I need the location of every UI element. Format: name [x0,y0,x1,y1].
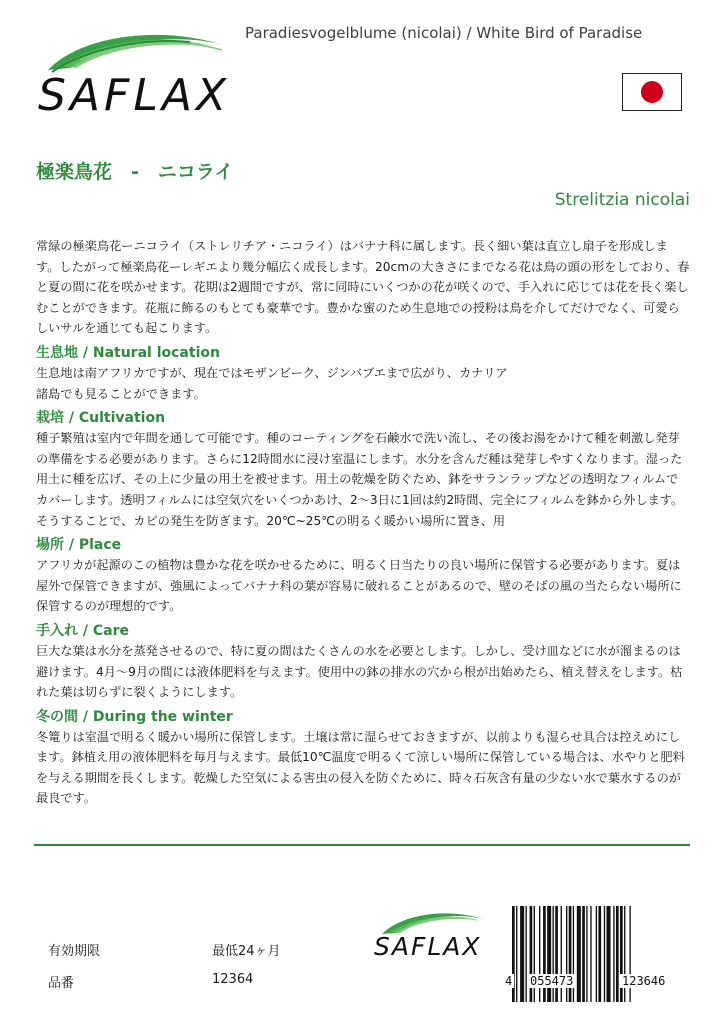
japan-flag-icon [622,73,682,111]
barcode-digits-right: 123646 [622,974,666,988]
section-text-natural-location: 生息地は南アフリカですが、現在ではモザンビーク、ジンバブエまで広がり、カナリア 諸島でも見ることができます。 [36,365,508,401]
expiry-value: 最低24ヶ月 [212,944,281,959]
barcode-digits-left: 055473 [530,974,574,988]
saflax-logo [34,26,244,126]
japanese-title: 極楽鳥花 - ニコライ [36,161,234,183]
section-title-winter: 冬の間 / During the winter [36,708,233,725]
flag-disc [641,81,663,103]
footer-divider [34,844,690,846]
expiry-label: 有効期限 [48,944,101,959]
section-text-care: 巨大な葉は水分を蒸発させるので、特に夏の間はたくさんの水を必要とします。しかし、受け皿などに水が溜まるのは避けます。4月～9月の間には液体肥料を与えます。使用中の鉢の排水の穴から根が出始めたら、植え替えをします。枯れた葉は切らずに裂くようにします。 [36,643,683,700]
description-body [36,236,690,809]
section-text-cultivation: 種子繁殖は室内で年間を通して可能です。種のコーティングを石鹸水で洗い流し、その後お湯をかけて種を刺激し発芽の準備をする必要があります。さらに12時間水に浸け室温にします。水分を含んだ種は発芽しやすくなります。湿った用土に種を広げ、その上に少量の用土を被せます。用土の乾燥を防ぐため、鉢をサランラップなどの透明なフィルムでカバーします。透明フィルムには空気穴をいくつかあけ、2～3日に1回は約2時間、完全にフィルムを鉢から外します。そうすることで、カビの発生を防ぎます。20℃~25℃の明るく暖かい場所に置き、用 [36,431,684,528]
brand-wordmark: SAFLAX [38,70,231,121]
latin-title: Strelitzia nicolai [554,190,690,210]
section-title-care: 手入れ / Care [36,622,129,639]
barcode-digit-first: 4 [505,974,513,988]
section-text-place: アフリカが起源のこの植物は豊かな花を咲かせるために、明るく日当たりの良い場所に保管する必要があります。夏は屋外で保管できますが、強風によってバナナ科の葉が容易に破れることがあるので、壁のそばの風の当たらない場所に保管するのが理想的です。 [36,558,682,614]
saflax-logo-small [372,908,502,968]
section-text-winter: 冬篭りは室温で明るく暖かい場所に保管します。土壌は常に湿らせておきますが、以前よりも湿らせ具合は控えめにします。鉢植え用の液体肥料を毎月与えます。最低10℃温度で明るくて涼しい場所に保管している場合は、水やりと肥料を与える期間を長くします。乾燥した空気による害虫の侵入を防ぐために、時々石灰含有量の少ない水で葉水するのが最良です。 [36,729,685,806]
brand-wordmark-small: SAFLAX [374,932,482,961]
product-title: Paradiesvogelblume (nicolai) / White Bird of Paradise [245,24,643,42]
section-title-cultivation: 栽培 / Cultivation [36,410,166,427]
item-number-label: 品番 [48,976,75,991]
intro-paragraph: 常緑の極楽鳥花ーニコライ（ストレリチア・ニコライ）はバナナ科に属します。長く細い葉は直立し扇子を形成します。したがって極楽鳥花ーレギエより幾分幅広く成長します。20cmの大きさにまでなる花は鳥の頭の形をしており、春と夏の間に花を咲かせます。花期は2週間ですが、常に同時にいくつかの花が咲くので、手入れに応じては花を長く楽しむことができます。花瓶に飾るのもとても豪華です。豊かな蜜のため生息地での授粉は鳥を介してだけでなく、可愛らしいサルを通じても起こります。 [36,239,690,336]
section-title-place: 場所 / Place [36,537,122,554]
item-number-value: 12364 [212,972,254,987]
section-title-natural-location: 生息地 / Natural location [36,344,220,361]
